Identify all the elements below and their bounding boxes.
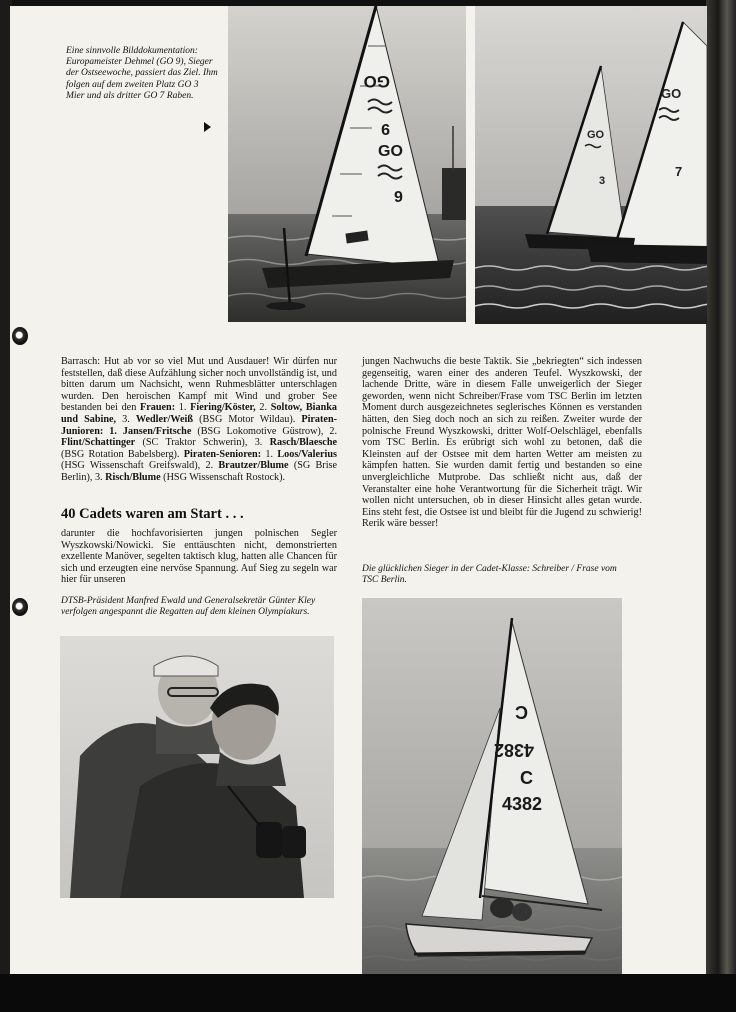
sail-mark-go7-number: 7 [675, 164, 683, 179]
caption-cadet-winners: Die glücklichen Sieger in der Cadet-Klasse: Schreiber / Frase vom TSC Berlin. [362, 564, 617, 586]
sail-mark-go3-number: 3 [599, 175, 606, 187]
sail-mark-c: C [520, 768, 533, 788]
sail-mark-c-flipped: C [515, 702, 528, 722]
sail-mark-go: GO [378, 143, 403, 160]
photo-cadet-4382 [362, 598, 622, 974]
photo-go3-go7-sailboats [475, 6, 707, 324]
caption-top-left: Eine sinnvolle Bilddokumentation: Europameister Dehmel (GO 9), Sieger der Ostseewoche, passiert das Ziel. Ihm folgen auf dem zweiten Platz GO 3 Mier und als dritter GO 7 Raben. [66, 46, 218, 101]
arrow-right-icon [204, 122, 211, 132]
article-left-paragraph-1: Barrasch: Hut ab vor so viel Mut und Ausdauer! Wir dürfen nur feststellen, daß diese Aufzählung sicher noch unvollständig ist, und bitten darum um Nachsicht, wenn Ruhmesblätter unterschlagen wurden. Den heroischen Kampf mit Wind und grober See bestanden bei den Frauen: 1. Fiering/Köster, 2. Soltow, Bianka und Sabine, 3. Wedler/Weiß (BSG Motor Wildau). Piraten-Junioren: 1. Jansen/Fritsche (BSG Lokomotive Güstrow), 2. Flint/Schattinger (SC Traktor Schwerin), 3. Rasch/Blaesche (BSG Rotation Babelsberg). Piraten-Senioren: 1. Loos/Valerius (HSG Wissenschaft Greifswald), 2. Brautzer/Blume (SG Brise Berlin), 3. Risch/Blume (HSG Wissenschaft Rostock). [61, 356, 338, 483]
binder-hole-top [12, 327, 28, 345]
book-spine-right [706, 0, 736, 980]
sail-mark-4382: 4382 [502, 794, 543, 814]
caption-officials: DTSB-Präsident Manfred Ewald und Generalsekretär Günter Kley verfolgen angespannt die Regatten auf dem kleinen Olympiakurs. [61, 596, 316, 618]
sail-mark-go7-go: GO [661, 86, 682, 101]
article-left-paragraph-2: darunter die hochfavorisierten jungen polnischen Segler Wyszkowski/Nowicki. Sie enttäuschten nicht, demonstrierten exzellente Manöver, segelten taktisch klug, hatten alle Chancen für sich und erzeugten eine nervöse Spannung. Auf Sieg zu segeln war hier für unseren [61, 528, 337, 586]
sail-mark-9-flipped: 9 [381, 120, 390, 137]
binder-hole-bottom [12, 598, 28, 616]
scan-bottom-band [0, 974, 736, 1012]
photo-officials [60, 636, 334, 898]
sail-mark-go3-go: GO [587, 129, 605, 141]
sail-mark-9: 9 [394, 189, 403, 206]
sail-mark-4382-flipped: 4382 [493, 740, 534, 760]
photo-go9-sailboat [228, 6, 466, 322]
sail-mark-go-flipped: GO [363, 72, 390, 91]
article-right-paragraph: jungen Nachwuchs die beste Taktik. Sie „bekriegten“ sich indessen gegenseitig, waren einer des anderen Teufel. Wyszkowski, der lachende Dritte, wäre in diesem Falle unweigerlich der Sieger geworden, wenn nicht Schreiber/Frase vom TSC Berlin im letzten Moment durch ausgezeichnetes seglerisches Können es verstanden hätten, den Sieg doch noch an sich zu reißen. Zweiter wurde der polnische Freund Wyszkowski, dritter Wolf-Oelschlägel, ebenfalls vom TSC Berlin. Es erübrigt sich wohl zu betonen, daß die Kleinsten auf der Ostsee mit dem harten Wetter am meisten zu kämpfen hatten. Sie wurden damit fertig und bestanden so eine unvergleichliche Mutprobe. Das schließt nicht aus, daß der Veranstalter eine hohe Verantwortung für die Sicherheit trägt. Wir wollen nicht untersuchen, ob in dieser Hinsicht alles getan wurde. Eins steht fest, die Ostsee ist und bleibt für die Jugend zu schwierig! Rerik wäre besser! [362, 356, 642, 530]
section-heading-cadets: 40 Cadets waren am Start . . . [61, 506, 244, 522]
